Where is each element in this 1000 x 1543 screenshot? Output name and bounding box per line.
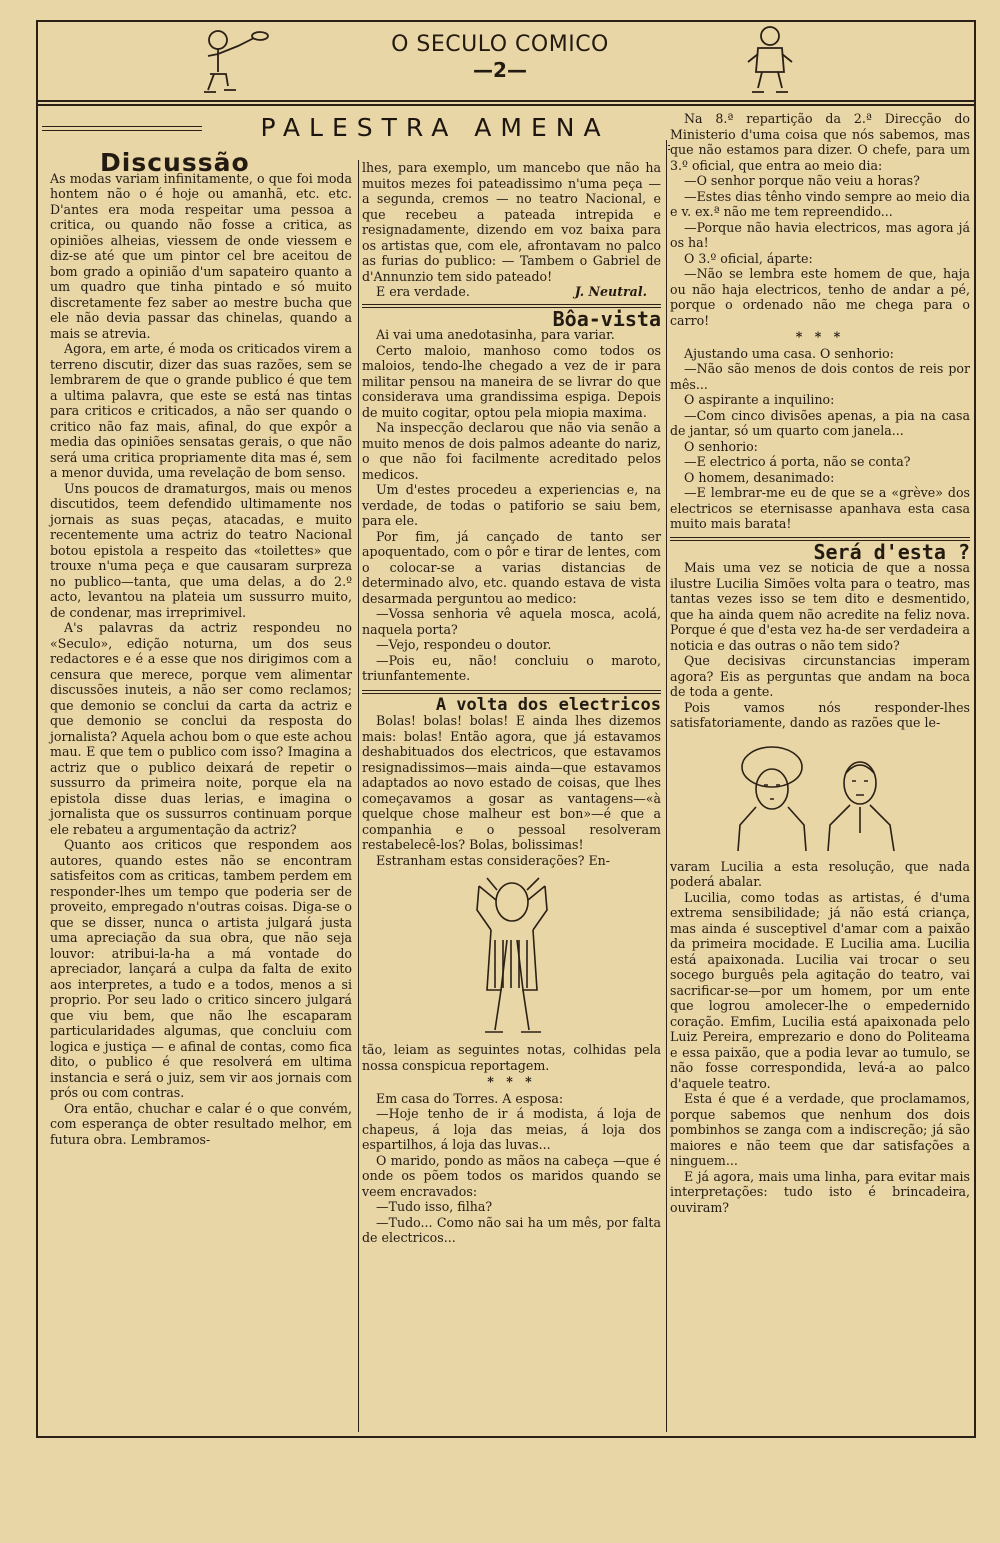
- column-1: [50, 148, 352, 1147]
- article-heading-discussao: Discussão: [100, 148, 250, 177]
- paragraph: —Estes dias tênho vindo sempre ao meio dia e v. ex.ª não me tem repreendido...: [670, 188, 970, 219]
- paragraph: —E lembrar-me eu de que se a «grève» dos electricos se eternisasse apanhava esta casa muito mais barata!: [670, 485, 970, 531]
- paragraph: —Com cinco divisões apenas, a pia na casa de jantar, só um quarto com janela...: [670, 407, 970, 438]
- closing-line: [362, 284, 661, 300]
- illustration-couple: [670, 731, 970, 859]
- paragraph: Na inspecção declarou que não via senão a muito menos de dois palmos adeante do nariz, o que não foi facilmente acreditado pelos medicos.: [362, 420, 661, 482]
- page-number: —2—: [473, 58, 527, 82]
- paragraph: Que decisivas circunstancias imperam agora? Eis as perguntas que andam na boca de toda a gente.: [670, 653, 970, 699]
- paragraph: —Pois eu, não! concluiu o maroto, triunfantemente.: [362, 652, 661, 683]
- column-2: [362, 160, 661, 1246]
- column-3: [670, 111, 970, 1215]
- paragraph: E já agora, mais uma linha, para evitar mais interpretações: tudo isto é brincadeira, ouviram?: [670, 1168, 970, 1215]
- paragraph: Esta é que é a verdade, que proclamamos, porque sabemos que nenhum dos dois pombinhos se zanga com a indiscreção; já são maiores e não teem que dar satisfações a ninguem...: [670, 1091, 970, 1168]
- paragraph: —Vejo, respondeu o doutor.: [376, 637, 552, 652]
- title-rule-left: [42, 126, 202, 131]
- frame-right: [974, 20, 976, 1438]
- paragraph: Quanto aos criticos que respondem aos autores, quando estes não se encontram satisfeitos com as criticas, tambem perdem em responder-lhes um tempo que poderia ser de proveito, empregado n'outras coisas. Diga-se o que se disser, nunca o artista julgará justa uma apreciação da sua obra, que não seja louvor: atribui-la-ha a má vontade do apreciador, lançará a culpa da falta de exito aos interpretes, a tudo e a todos, menos a si proprio. Por seu lado o critico sincero julgará que viu bem, que não lhe escaparam particularidades algumas, que concluiu com logica e justiça — e afinal de contas, como fica dito, o publico é que resolverá em ultima instancia e será o juiz, sem vir aos jornais com prós ou com contras.: [50, 837, 352, 1100]
- paragraph: Certo maloio, manhoso como todos os maloios, tendo-lhe chegado a vez de ir para militar pensou na maneira de se livrar do que considerava uma grandissima espiga. Depois de muito cogitar, optou pela miopia maxima.: [362, 342, 661, 420]
- paragraph: —Porque não havia electricos, mas agora já os ha!: [670, 219, 970, 250]
- illustration-worried-man: [362, 868, 661, 1042]
- paragraph: lhes, para exemplo, um mancebo que não ha muitos mezes foi pateadissimo n'uma peça — a segunda, cremos — no teatro Nacional, e que recebeu a pateada intrepida e resignadamente, dizendo em voz baixa para os artistas que, com ele, afrontavam no palco as furias do publico: — Tambem o Gabriel de d'Annunzio tem sido pateado!: [362, 160, 661, 284]
- paragraph: —Tudo... Como não sai ha um mês, por falta de electricos...: [362, 1214, 661, 1245]
- top-rule: [36, 20, 976, 22]
- article-heading-boa-vista: Bôa-vista: [552, 306, 661, 331]
- paragraph: Um d'estes procedeu a experiencias e, na verdade, de todas o patiforio se saiu bem, para ele.: [362, 482, 661, 528]
- paragraph: Estranham estas considerações? En-: [376, 852, 611, 868]
- paragraph: —Não são menos de dois contos de reis por mês...: [670, 361, 970, 392]
- paragraph: Ora então, chuchar e calar é o que convém, com esperança de obter resultado melhor, em futura obra. Lembramos-: [50, 1100, 352, 1147]
- column-rule-1: [358, 160, 359, 1432]
- section-title: PALESTRA AMENA: [260, 113, 610, 142]
- paragraph: Ajustando uma casa. O senhorio:: [684, 345, 894, 361]
- separator-stars: * * *: [487, 1074, 536, 1089]
- signature: J. Neutral.: [574, 284, 647, 299]
- header-rule-2: [36, 104, 976, 106]
- paragraph: varam Lucilia a esta resolução, que nada poderá abalar.: [670, 858, 970, 889]
- paragraph: Bolas! bolas! bolas! E ainda lhes dizemos mais: bolas! Então agora, que já estavamos deshabituados dos electricos, que estavamos resignadissimos—mais ainda—que estavamos adaptados ao novo estado de coisas, que lhes começavamos a gosar as vantagens—«à quelque chose malheur est bon»—é que a companhia e o pessoal resolveram restabelecê-los? Bolas, bolissimas!: [362, 713, 661, 852]
- paragraph: Ai vai uma anedotasinha, para variar.: [376, 327, 615, 342]
- rule: [362, 690, 661, 694]
- frame-left: [36, 20, 38, 1438]
- paragraph: —Não se lembra este homem de que, haja ou não haja electricos, tenho de andar a pé, porque o ordenado não me chega para o carro!: [670, 266, 970, 328]
- paragraph: O 3.º oficial, áparte:: [684, 250, 813, 266]
- paragraph: Uns poucos de dramaturgos, mais ou menos discutidos, teem defendido ultimamente nos jornais as suas peças, atacadas, e muito recentemente uma actriz do teatro Nacional botou epistola a respeito das «toilettes» que trouxe n'uma peça e que causaram surpreza no publico—tanta, que uma delas, a do 2.º acto, levantou na plateia um sussurro muito, de condenar, mas irreprimivel.: [50, 480, 352, 620]
- paragraph: Por fim, já cançado de tanto ser apoquentado, com o pôr e tirar de lentes, com o colocar-se a varias distancias de determinado alvo, etc. quando estava de vista desarmada perguntou ao medico:: [362, 528, 661, 606]
- separator-stars: * * *: [795, 329, 845, 344]
- header-rule: [36, 100, 976, 102]
- paragraph: Lucilia, como todas as artistas, é d'uma extrema sensibilidade; já não está criança, mas ainda é susceptivel d'amar com a paixão da primeira mocidade. E Lucilia ama. Lucilia está apaixonada. Lucilia vai trocar o seu socego burguês pela agitação do teatro, vai sacrificar-se—por um homem, por um ente que logrou amolecer-lhe o empedernido coração. Emfim, Lucilia está apaixonada pelo Luiz Pereira, emprezario e dono do Politeama e essa paixão, que a podia levar ao tumulo, se não fosse correspondida, levá-a ao palco d'aquele teatro.: [670, 889, 970, 1091]
- paragraph: —O senhor porque não veiu a horas?: [684, 173, 920, 188]
- paragraph: O homem, desanimado:: [684, 469, 835, 485]
- paragraph: Pois vamos nós responder-lhes satisfatoriamente, dando as razões que le-: [670, 699, 970, 730]
- paragraph: O marido, pondo as mãos na cabeça —que é onde os põem todos os maridos quando se veem encravados:: [362, 1152, 661, 1199]
- column-rule-2: [666, 140, 667, 1432]
- paragraph: Na 8.ª repartição da 2.ª Direcção do Ministerio d'uma coisa que nós sabemos, mas que não estamos para dizer. O chefe, para um 3.º oficial, que entra ao meio dia:: [670, 111, 970, 173]
- paragraph: Mais uma vez se noticia de que a nossa ilustre Lucilia Simões volta para o teatro, mas tantas vezes isso se tem dito e desmentido, que ha ainda quem não acredite na feliz nova. Porque é que d'esta vez ha-de ser verdadeira a noticia e das outras o não tem sido?: [670, 560, 970, 653]
- paragraph: O aspirante a inquilino:: [684, 392, 835, 407]
- closing-text: E era verdade.: [376, 284, 470, 299]
- couple-caricature: [710, 733, 930, 857]
- paragraph: —Tudo isso, filha?: [376, 1199, 493, 1214]
- masthead-figure-left: [188, 24, 278, 98]
- paragraph: —Vossa senhoria vê aquela mosca, acolá, naquela porta?: [362, 606, 661, 637]
- paragraph: —E electrico á porta, não se conta?: [684, 454, 911, 469]
- paragraph: As modas variam infinitamente, o que foi moda hontem não o é hoje ou amanhã, etc. etc. D'antes era moda respeitar uma pessoa a critica, ou quando não fosse a critica, as opiniões alheias, viessem de onde viessem e diz-se até que um pintor cel bre aceitou de bom grado a opinião d'um sapateiro quanto a um quadro que tinha pintado e só muito discretamente fez saber ao mestre bucha que ele não devia passar das chinelas, quando a mais se atrevia.: [50, 170, 352, 341]
- paragraph: Agora, em arte, é moda os criticados virem a terreno discutir, dizer das suas razões, sem se lembrarem de que o grande publico é que tem a ultima palavra, que este se está nas tintas para criticos e criticados, a não ser quando o critico não faz mais, afinal, do que expôr a media das opiniões sensatas gerais, o que não será uma critica propriamente dita mas é, sem a menor duvida, uma revelação de bom senso.: [50, 341, 352, 480]
- frame-bottom: [36, 1436, 976, 1438]
- masthead-figure-right: [740, 22, 800, 98]
- paragraph: —Hoje tenho de ir á modista, á loja de chapeus, á loja das meias, á loja dos espartilhos, á loja das luvas...: [362, 1106, 661, 1152]
- article-heading-electricos: A volta dos electricos: [435, 694, 661, 715]
- article-heading-sera: Será d'esta ?: [813, 539, 970, 564]
- paragraph: O senhorio:: [684, 438, 758, 454]
- paragraph: Em casa do Torres. A esposa:: [376, 1090, 564, 1106]
- paragraph: A's palavras da actriz respondeu no «Seculo», edição noturna, um dos seus redactores e é a esse que nos dirigimos com a censura que merece, porque vem alimentar discussões inuteis, a não ser como reclamos; que demonio se conclui da carta da actriz e que demonio se conclui da resposta do jornalista? Aquela achou bom o que este achou mau. E que tem o publico com isso? Imagina a actriz que o publico deixará de repetir o sussurro da primeira noite, porque ela na epistola disse duas lerias, e imagina o jornalista que os sussurros continuam porque ele rebateu a argumentação da actriz?: [50, 620, 352, 837]
- masthead-title: O SECULO COMICO: [391, 32, 609, 57]
- paragraph: tão, leiam as seguintes notas, colhidas pela nossa conspicua reportagem.: [362, 1042, 661, 1073]
- worried-man-drawing: [457, 870, 567, 1040]
